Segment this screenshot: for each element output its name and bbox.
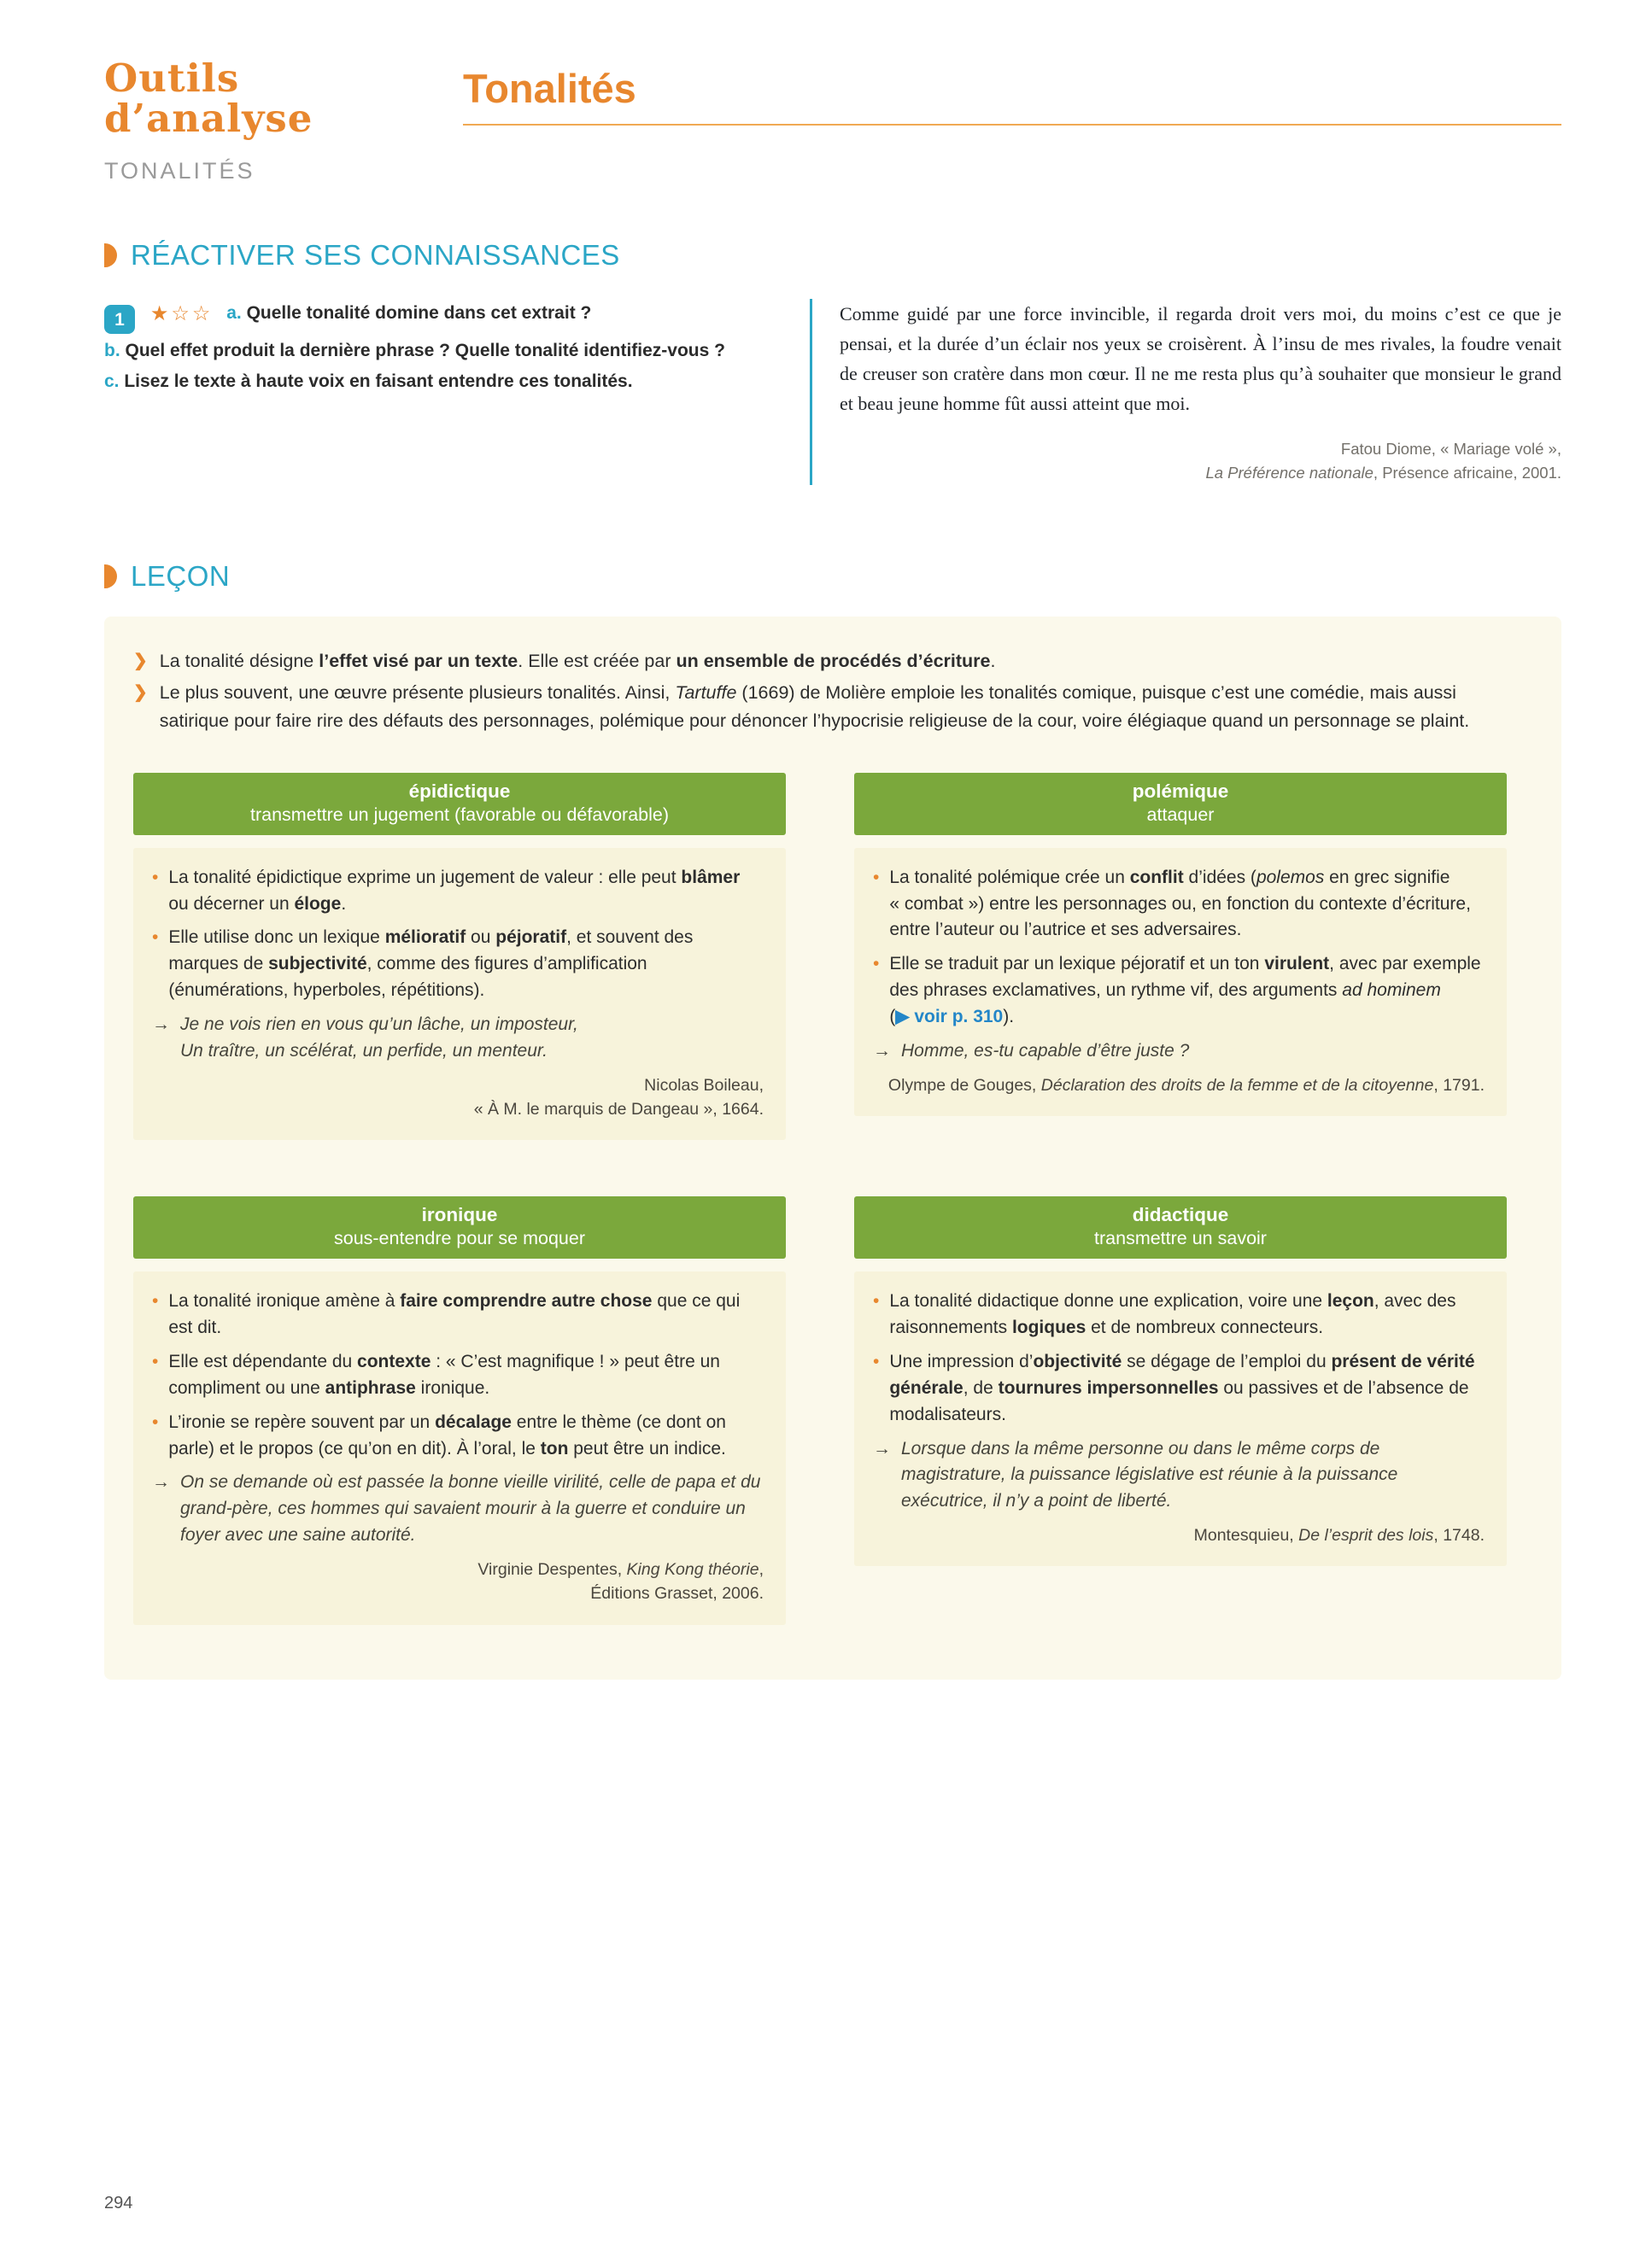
card-bullet [152, 865, 764, 918]
card-bullet-text: La tonalité épidictique exprime un jugement de valeur : elle peut blâmer ou décerner un éloge. [168, 867, 741, 914]
section-heading-lecon-label: LEÇON [131, 559, 231, 592]
card-bullet [152, 1349, 764, 1402]
exercise-question-c [104, 368, 762, 395]
card-bullet-text: La tonalité ironique amène à faire comprendre autre chose que ce qui est dit. [168, 1291, 741, 1338]
card-header [133, 773, 786, 835]
card-ironique [133, 1196, 786, 1624]
section-heading-reactiver-label: RÉACTIVER SES CONNAISSANCES [131, 238, 620, 271]
card-header [133, 1196, 786, 1259]
card-subtitle: transmettre un savoir [1094, 1228, 1267, 1249]
card-subtitle: sous-entendre pour se moquer [333, 1228, 585, 1249]
card-subtitle: attaquer [1146, 804, 1215, 825]
page-header [104, 58, 1561, 184]
lesson-intro-item [133, 647, 1507, 675]
brand-subtitle: TONALITÉS [104, 157, 255, 184]
chevron-bullet-icon: ❯ [133, 651, 148, 670]
exercise-question-a [104, 299, 762, 335]
chevron-bullet-icon: ❯ [133, 683, 148, 703]
bullet-icon: • [873, 867, 880, 887]
arrow-icon: → [152, 1472, 170, 1493]
bullet-icon: • [152, 1412, 159, 1432]
card-bullet [152, 1289, 764, 1342]
example-quote [873, 1436, 1485, 1516]
page-number: 294 [104, 2194, 133, 2212]
brand-title-line2: d’analyse [104, 96, 313, 142]
lesson-intro-text: Le plus souvent, une œuvre présente plusieurs tonalités. Ainsi, Tartuffe (1669) de Molière emploie les tonalités comique, puisque c’est une comédie, mais aussi satirique pour faire rire des défauts des personnages, polémique pour dénoncer l’hypocrisie religieuse de la cour, voire élégiaque quand un personnage se plaint. [159, 682, 1470, 732]
card-bullet-text: Une impression d’objectivité se dégage de l’emploi du présent de vérité générale, de tournures impersonnelles ou passives et de l’absence de modalisateurs. [889, 1352, 1475, 1424]
question-text: Lisez le texte à haute voix en faisant entendre ces tonalités. [124, 371, 633, 391]
card-bullet [152, 925, 764, 1004]
bullet-icon: • [152, 1352, 159, 1372]
card-bullet [873, 1349, 1485, 1429]
card-bullet [873, 951, 1485, 1031]
section-heading-reactiver [104, 239, 1561, 272]
excerpt-text: Comme guidé par une force invincible, il regarda droit vers moi, du moins c’est ce que je pensai, et la durée d’un éclair nos yeux se croisèrent. À l’insu de mes rivales, la foudre venait de creuser son cratère dans mon cœur. Il ne me resta plus qu’à souhaiter que monsieur le grand et beau jeune homme fût aussi atteint que moi. [840, 302, 1561, 415]
question-text: Quelle tonalité domine dans cet extrait ? [246, 302, 592, 323]
card-title: ironique [421, 1204, 498, 1226]
question-letter: c. [104, 371, 120, 391]
card-polemique [854, 773, 1507, 1116]
title-underline [463, 124, 1561, 126]
example-attribution: Nicolas Boileau, « À M. le marquis de Dangeau », 1664. [473, 1075, 764, 1119]
card-body [133, 1271, 786, 1624]
reactiver-columns [104, 299, 1561, 485]
bullet-icon: • [152, 1291, 159, 1312]
example-attribution: Virginie Despentes, King Kong théorie, Éditions Grasset, 2006. [477, 1560, 764, 1604]
lesson-intro-item [133, 679, 1507, 734]
example-text: Je ne vois rien en vous qu’un lâche, un imposteur, Un traître, un scélérat, un perfide, un menteur. [180, 1014, 578, 1061]
page-title: Tonalités [463, 66, 636, 111]
example-attribution: Olympe de Gouges, Déclaration des droits de la femme et de la citoyenne, 1791. [887, 1075, 1485, 1095]
card-bullet [152, 1410, 764, 1463]
arrow-icon: → [873, 1040, 891, 1061]
card-title: polémique [1132, 780, 1229, 802]
brand-title-line1: Outils [104, 56, 240, 101]
difficulty-stars-icon: ★☆☆ [149, 301, 214, 325]
card-bullet-text: Elle utilise donc un lexique mélioratif ou péjoratif, et souvent des marques de subjectivité, comme des figures d’amplification (énumérations, hyperboles, répétitions). [168, 927, 694, 1001]
card-bullet-text: L’ironie se repère souvent par un décalage entre le thème (ce dont on parle) et le propos (ce qu’on en dit). À l’oral, le ton peut être un indice. [168, 1412, 726, 1458]
excerpt-attribution: Fatou Diome, « Mariage volé », La Préférence nationale, Présence africaine, 2001. [1205, 440, 1561, 482]
card-header [854, 773, 1507, 835]
arrow-icon: → [152, 1014, 170, 1035]
card-title: didactique [1132, 1204, 1229, 1226]
example-text: On se demande où est passée la bonne vieille virilité, celle de papa et du grand-père, ces hommes qui savaient mourir à la guerre et conduire un foyer avec une saine autorité. [180, 1472, 761, 1546]
card-header [854, 1196, 1507, 1259]
bullet-icon: • [873, 954, 880, 974]
question-letter: b. [104, 341, 120, 361]
lesson-intro-text: La tonalité désigne l’effet visé par un texte. Elle est créée par un ensemble de procédés d’écriture. [159, 650, 996, 671]
bullet-icon: • [152, 867, 159, 887]
card-bullet [873, 865, 1485, 944]
card-title: épidictique [408, 780, 511, 802]
card-bullet-text: Elle se traduit par un lexique péjoratif et un ton virulent, avec par exemple des phrases exclamatives, un rythme vif, des arguments ad hominem (▶ voir p. 310). [889, 954, 1481, 1027]
arrow-icon: → [873, 1438, 891, 1458]
card-bullet-text: La tonalité didactique donne une explication, voire une leçon, avec des raisonnements logiques et de nombreux connecteurs. [889, 1291, 1456, 1338]
example-quote [152, 1012, 764, 1065]
example-text: Lorsque dans la même personne ou dans le même corps de magistrature, la puissance législative est réunie à la puissance exécutrice, il n’y a point de liberté. [901, 1438, 1398, 1511]
brand-title [104, 56, 463, 142]
bullet-icon: • [873, 1291, 880, 1312]
tonality-card-grid [133, 773, 1507, 1625]
card-subtitle: transmettre un jugement (favorable ou défavorable) [250, 804, 669, 825]
excerpt-block [810, 299, 1561, 485]
card-didactique [854, 1196, 1507, 1566]
example-attribution: Montesquieu, De l’esprit des lois, 1748. [1193, 1526, 1485, 1546]
bullet-icon: • [152, 927, 159, 948]
exercise-number-badge: 1 [104, 305, 135, 334]
question-letter: a. [226, 302, 242, 323]
card-body [133, 848, 786, 1141]
section-bullet-icon [104, 243, 117, 267]
brand-block [104, 58, 463, 184]
card-bullet-text: La tonalité polémique crée un conflit d’idées (polemos en grec signifie « combat ») entre les personnages ou, en fonction du contexte d’écriture, entre l’auteur ou l’autrice et ses adversaires. [889, 867, 1471, 940]
example-quote [873, 1038, 1485, 1065]
section-bullet-icon [104, 564, 117, 588]
card-bullet [873, 1289, 1485, 1342]
example-text: Homme, es-tu capable d’être juste ? [901, 1040, 1190, 1061]
title-block [463, 58, 1561, 126]
card-body [854, 848, 1507, 1116]
example-quote [152, 1470, 764, 1549]
question-text: Quel effet produit la dernière phrase ? Quelle tonalité identifiez-vous ? [125, 341, 725, 361]
exercise-question-b [104, 337, 762, 365]
section-heading-lecon [104, 560, 1561, 593]
card-epidictique [133, 773, 786, 1141]
card-body [854, 1271, 1507, 1566]
card-bullet-text: Elle est dépendante du contexte : « C’est magnifique ! » peut être un compliment ou une antiphrase ironique. [168, 1352, 720, 1398]
exercise-block [104, 299, 762, 485]
lesson-panel [104, 617, 1561, 1680]
bullet-icon: • [873, 1352, 880, 1372]
